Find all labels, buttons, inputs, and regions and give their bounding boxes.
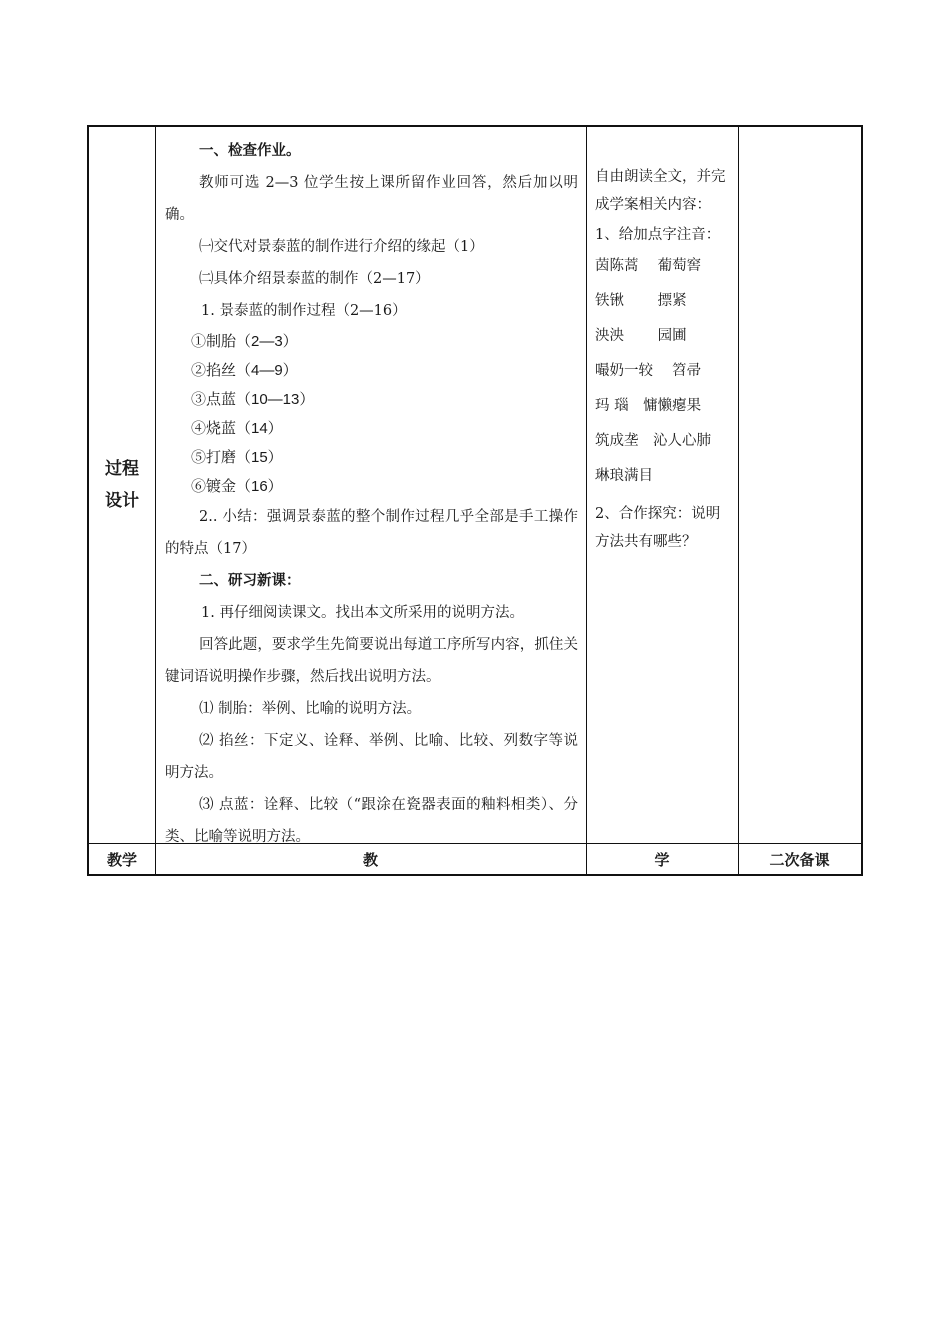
paragraph: 1. 再仔细阅读课文。找出本文所采用的说明方法。 bbox=[201, 605, 524, 621]
word-item: 筑成垄 沁人心肺 bbox=[595, 433, 711, 449]
paragraph: 教师可选 2—3 位学生按上课所留作业回答，然后加以明确。 bbox=[165, 175, 578, 223]
divider bbox=[738, 127, 739, 874]
step-item: ②掐丝（4—9） bbox=[191, 362, 298, 379]
footer-study: 学 bbox=[654, 851, 670, 869]
teaching-content bbox=[155, 127, 586, 843]
step-item: ③点蓝（10—13） bbox=[191, 391, 315, 408]
word-item: 嘬奶一较 笤帚 bbox=[595, 363, 702, 379]
footer-teach: 教 bbox=[362, 851, 378, 869]
footer-label: 教学 bbox=[106, 851, 137, 869]
footer-prep: 二次备课 bbox=[769, 851, 830, 869]
paragraph: ㈡具体介绍景泰蓝的制作（2—17） bbox=[199, 271, 430, 287]
study-task-1: 1、给加点字注音： bbox=[595, 227, 721, 243]
row-label-line2: 设计 bbox=[105, 491, 139, 511]
study-intro: 自由朗读全文，并完成学案相关内容： bbox=[595, 169, 726, 213]
step-item: ④烧蓝（14） bbox=[191, 420, 283, 437]
step-item: ①制胎（2—3） bbox=[191, 333, 298, 350]
paragraph: ⑵ 掐丝：下定义、诠释、举例、比喻、比较、列数字等说明方法。 bbox=[165, 733, 578, 781]
word-item: 泱泱 园圃 bbox=[595, 328, 687, 344]
lesson-table bbox=[87, 125, 863, 876]
study-task-2: 2、合作探究：说明方法共有哪些？ bbox=[595, 506, 721, 550]
word-item: 铁锹 摽紧 bbox=[595, 293, 687, 309]
word-item: 茵陈蒿 葡萄窖 bbox=[595, 258, 702, 274]
row-label-line1: 过程 bbox=[105, 459, 139, 479]
study-content bbox=[586, 127, 738, 843]
word-item: 玛 瑙 慵懒瘪果 bbox=[595, 398, 702, 414]
section-heading-2: 二、研习新课： bbox=[199, 573, 301, 589]
paragraph: ㈠交代对景泰蓝的制作进行介绍的缘起（1） bbox=[199, 239, 484, 255]
row-label bbox=[89, 127, 155, 843]
paragraph: 2.. 小结：强调景泰蓝的整个制作过程几乎全部是手工操作的特点（17） bbox=[165, 509, 578, 557]
paragraph: 回答此题，要求学生先简要说出每道工序所写内容，抓住关键词语说明操作步骤，然后找出说明方法。 bbox=[165, 637, 578, 685]
paragraph: ⑶ 点蓝：诠释、比较（“跟涂在瓷器表面的釉料相类）、分类、比喻等说明方法。 bbox=[165, 797, 578, 845]
step-item: ⑤打磨（15） bbox=[191, 449, 283, 466]
step-item: ⑥镀金（16） bbox=[191, 478, 283, 495]
paragraph: ⑴ 制胎：举例、比喻的说明方法。 bbox=[199, 701, 422, 717]
word-item: 琳琅满目 bbox=[595, 468, 653, 484]
section-heading-1: 一、检查作业。 bbox=[199, 143, 301, 159]
paragraph: 1. 景泰蓝的制作过程（2—16） bbox=[201, 303, 407, 319]
